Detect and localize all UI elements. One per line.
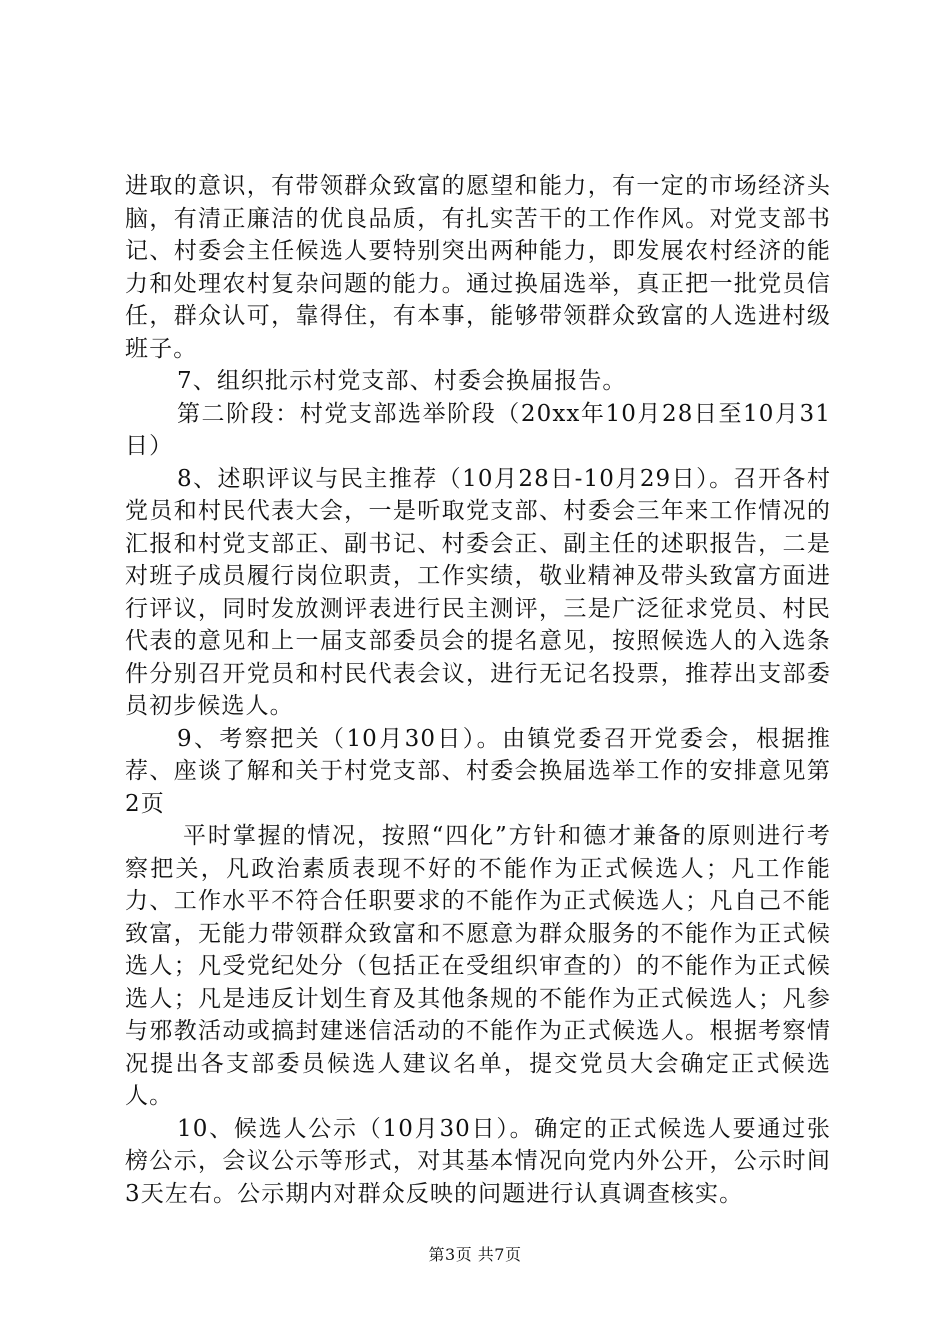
paragraph-review-criteria: 平时掌握的情况，按照“四化”方针和德才兼备的原则进行考察把关，凡政治素质表现不好的不能作为正式候选人；凡工作能力、工作水平不符合任职要求的不能作为正式候选人；凡自己不能致富，无能力带领群众致富和不愿意为群众服务的不能作为正式候选人；凡受党纪处分（包括正在受组织审查的）的不能作为正式候选人；凡是违反计划生育及其他条规的不能作为正式候选人；凡参与邪教活动或搞封建迷信活动的不能作为正式候选人。根据考察情况提出各支部委员候选人建议名单，提交党员大会确定正式候选人。 xyxy=(125,823,831,1109)
page-number-footer: 第3页 共7页 xyxy=(428,1245,522,1264)
paragraph-candidate-qualities: 进取的意识，有带领群众致富的愿望和能力，有一定的市场经济头脑，有清正廉洁的优良品质，有扎实苦干的工作作风。对党支部书记、村委会主任候选人要特别突出两种能力，即发展农村经济的能力和处理农村复杂问题的能力。通过换届选举，真正把一批党员信任，群众认可，靠得住，有本事，能够带领群众致富的人选进村级班子。 xyxy=(125,173,831,362)
document-body xyxy=(125,170,831,1210)
paragraph-stage-two-heading: 第二阶段：村党支部选举阶段（20xx年10月28日至10月31日） xyxy=(125,400,831,459)
paragraph-step-10: 10、候选人公示（10月30日）。确定的正式候选人要通过张榜公示，会议公示等形式，对其基本情况向党内外公开，公示时间3天左右。公示期内对群众反映的问题进行认真调查核实。 xyxy=(125,1115,831,1207)
paragraph-step-7: 7、组织批示村党支部、村委会换届报告。 xyxy=(177,368,627,394)
paragraph-step-8: 8、述职评议与民主推荐（10月28日-10月29日）。召开各村党员和村民代表大会，一是听取党支部、村委会三年来工作情况的汇报和村党支部正、副书记、村委会正、副主任的述职报告，二是对班子成员履行岗位职责，工作实绩，敬业精神及带头致富方面进行评议，同时发放测评表进行民主测评，三是广泛征求党员、村民代表的意见和上一届支部委员会的提名意见，按照候选人的入选条件分别召开党员和村民代表会议，进行无记名投票，推荐出支部委员初步候选人。 xyxy=(125,465,831,719)
paragraph-step-9: 9、考察把关（10月30日）。由镇党委召开党委会，根据推荐、座谈了解和关于村党支部、村委会换届选举工作的安排意见第2页 xyxy=(125,725,831,817)
